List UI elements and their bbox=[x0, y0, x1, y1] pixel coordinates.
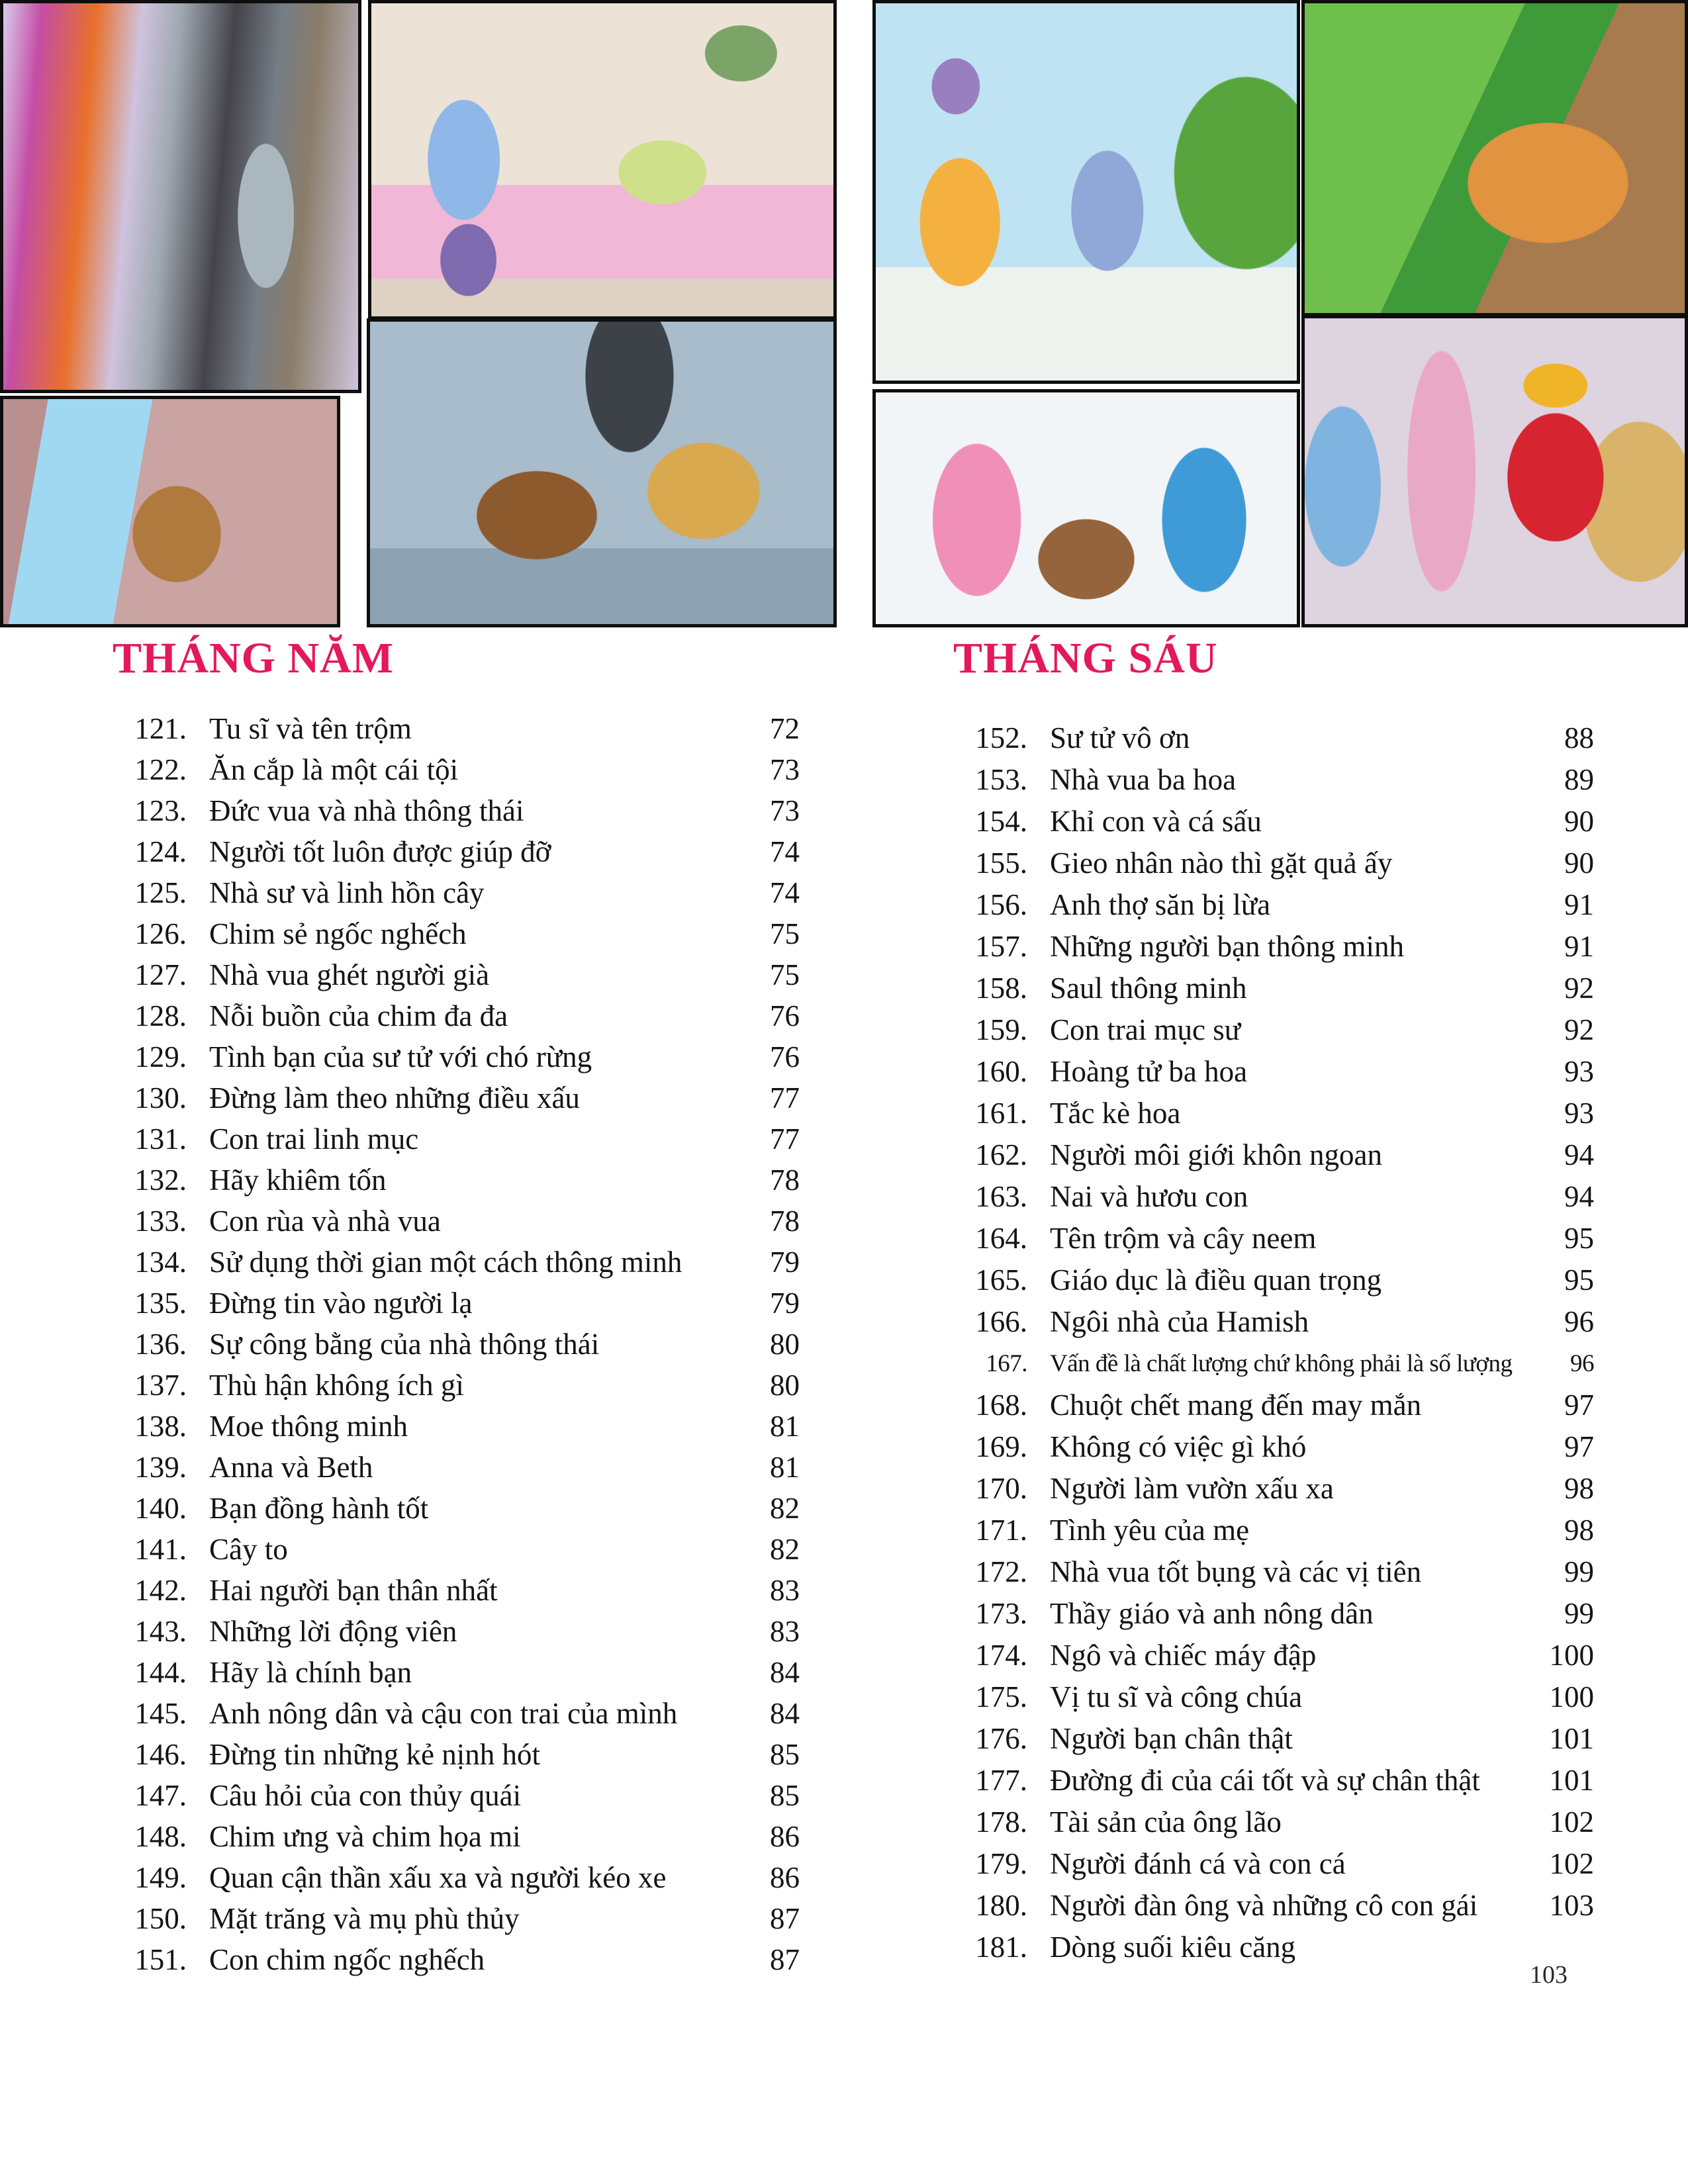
toc-entry bbox=[953, 1843, 1594, 1885]
toc-entry bbox=[113, 1077, 800, 1118]
entry-number: 130. bbox=[134, 1081, 187, 1115]
entry-number: 146. bbox=[134, 1738, 187, 1771]
entry-page: 87 bbox=[770, 1943, 800, 1976]
entry-title: Câu hỏi của con thủy quái bbox=[209, 1779, 522, 1812]
entry-title: Người tốt luôn được giúp đỡ bbox=[209, 835, 551, 868]
entry-title: Anh thợ săn bị lừa bbox=[1050, 888, 1271, 921]
entry-number: 136. bbox=[134, 1328, 187, 1361]
entry-title: Thù hận không ích gì bbox=[209, 1369, 464, 1402]
entry-number: 166. bbox=[975, 1305, 1027, 1338]
entry-number: 151. bbox=[134, 1943, 187, 1976]
section-title-may: THÁNG NĂM bbox=[113, 634, 395, 682]
entry-title: Gieo nhân nào thì gặt quả ấy bbox=[1050, 846, 1393, 880]
entry-page: 90 bbox=[1564, 805, 1594, 838]
entry-number: 122. bbox=[134, 753, 187, 786]
entry-number: 160. bbox=[975, 1055, 1027, 1088]
toc-entry bbox=[113, 749, 800, 790]
entry-number: 141. bbox=[134, 1533, 187, 1566]
entry-title: Cây to bbox=[209, 1533, 288, 1566]
entry-number: 150. bbox=[134, 1902, 187, 1935]
toc-entry bbox=[113, 1816, 800, 1857]
entry-title: Bạn đồng hành tốt bbox=[209, 1492, 429, 1525]
toc-entry bbox=[113, 1283, 800, 1324]
page-number: 103 bbox=[1530, 1961, 1568, 1989]
toc-entry bbox=[953, 1927, 1594, 1968]
entry-title: Nai và hươu con bbox=[1050, 1180, 1248, 1213]
entry-title: Con trai linh mục bbox=[209, 1122, 419, 1156]
entry-page: 74 bbox=[770, 835, 800, 868]
entry-title: Người bạn chân thật bbox=[1050, 1722, 1293, 1755]
entry-page: 101 bbox=[1549, 1722, 1594, 1755]
entry-title: Sự công bằng của nhà thông thái bbox=[209, 1328, 600, 1361]
toc-entry bbox=[113, 1857, 800, 1898]
entry-number: 152. bbox=[975, 721, 1027, 754]
entry-number: 172. bbox=[975, 1555, 1027, 1588]
entry-title: Vấn đề là chất lượng chứ không phải là số lượng bbox=[1050, 1350, 1513, 1377]
toc-entry bbox=[953, 1426, 1594, 1468]
entry-page: 81 bbox=[770, 1410, 800, 1443]
entry-title: Những lời động viên bbox=[209, 1615, 457, 1648]
entry-title: Mặt trăng và mụ phù thủy bbox=[209, 1902, 520, 1935]
entry-page: 100 bbox=[1549, 1680, 1594, 1713]
entry-number: 157. bbox=[975, 930, 1027, 963]
toc-entry bbox=[113, 1529, 800, 1570]
toc-entry bbox=[113, 872, 800, 913]
entry-title: Hoàng tử ba hoa bbox=[1050, 1055, 1248, 1088]
entry-title: Người đánh cá và con cá bbox=[1050, 1847, 1346, 1880]
entry-number: 158. bbox=[975, 972, 1027, 1005]
entry-page: 100 bbox=[1549, 1639, 1594, 1672]
toc-entry bbox=[113, 1611, 800, 1652]
entry-title: Hai người bạn thân nhất bbox=[209, 1574, 498, 1607]
toc-entry bbox=[953, 1718, 1594, 1760]
entry-title: Tên trộm và cây neem bbox=[1050, 1222, 1317, 1255]
section-title-june: THÁNG SÁU bbox=[953, 634, 1218, 682]
entry-number: 161. bbox=[975, 1097, 1027, 1130]
toc-entry bbox=[953, 1801, 1594, 1843]
entry-title: Nỗi buồn của chim đa đa bbox=[209, 999, 508, 1032]
entry-number: 124. bbox=[134, 835, 187, 868]
entry-title: Khỉ con và cá sấu bbox=[1050, 805, 1262, 838]
entry-number: 131. bbox=[134, 1122, 187, 1156]
entry-number: 142. bbox=[134, 1574, 187, 1607]
entry-page: 102 bbox=[1549, 1847, 1594, 1880]
entry-number: 121. bbox=[134, 712, 187, 745]
toc-entry bbox=[953, 926, 1594, 968]
entry-page: 82 bbox=[770, 1492, 800, 1525]
entry-page: 73 bbox=[770, 794, 800, 827]
toc-entry bbox=[953, 801, 1594, 842]
toc-list-may bbox=[113, 708, 800, 1980]
toc-entry bbox=[953, 884, 1594, 926]
entry-number: 171. bbox=[975, 1514, 1027, 1547]
entry-number: 145. bbox=[134, 1697, 187, 1730]
entry-number: 128. bbox=[134, 999, 187, 1032]
entry-title: Chim sẻ ngốc nghếch bbox=[209, 917, 467, 950]
entry-number: 149. bbox=[134, 1861, 187, 1894]
toc-entry bbox=[953, 1301, 1594, 1343]
illustration-old-man-on-bed-image bbox=[368, 0, 837, 320]
entry-title: Chim ưng và chim họa mi bbox=[209, 1820, 521, 1853]
illustration-horse-stable-image bbox=[0, 396, 340, 627]
toc-entry bbox=[113, 1570, 800, 1611]
entry-number: 123. bbox=[134, 794, 187, 827]
entry-number: 147. bbox=[134, 1779, 187, 1812]
entry-number: 178. bbox=[975, 1805, 1027, 1839]
toc-entry bbox=[953, 1093, 1594, 1134]
entry-number: 137. bbox=[134, 1369, 187, 1402]
entry-number: 144. bbox=[134, 1656, 187, 1689]
toc-entry bbox=[113, 1118, 800, 1160]
toc-entry bbox=[953, 1551, 1594, 1593]
entry-page: 103 bbox=[1549, 1889, 1594, 1922]
entry-number: 129. bbox=[134, 1040, 187, 1073]
entry-title: Saul thông minh bbox=[1050, 972, 1247, 1005]
entry-title: Người làm vườn xấu xa bbox=[1050, 1472, 1334, 1505]
entry-title: Người môi giới khôn ngoan bbox=[1050, 1138, 1382, 1171]
toc-entry bbox=[953, 1176, 1594, 1218]
toc-entry bbox=[113, 1324, 800, 1365]
entry-page: 95 bbox=[1564, 1263, 1594, 1297]
entry-number: 176. bbox=[975, 1722, 1027, 1755]
entry-number: 153. bbox=[975, 763, 1027, 796]
entry-page: 72 bbox=[770, 712, 800, 745]
toc-entry bbox=[113, 954, 800, 995]
toc-entry bbox=[953, 1510, 1594, 1551]
entry-page: 98 bbox=[1564, 1472, 1594, 1505]
entry-title: Moe thông minh bbox=[209, 1410, 408, 1443]
illustration-bull-bear-image bbox=[367, 318, 837, 627]
entry-title: Người đàn ông và những cô con gái bbox=[1050, 1889, 1478, 1922]
entry-title: Đừng tin vào người lạ bbox=[209, 1287, 473, 1320]
entry-page: 99 bbox=[1564, 1597, 1594, 1630]
entry-page: 76 bbox=[770, 1040, 800, 1073]
toc-entry bbox=[113, 1898, 800, 1939]
entry-page: 76 bbox=[770, 999, 800, 1032]
entry-title: Vị tu sĩ và công chúa bbox=[1050, 1680, 1303, 1713]
toc-entry bbox=[113, 1652, 800, 1693]
entry-number: 143. bbox=[134, 1615, 187, 1648]
entry-title: Con chim ngốc nghếch bbox=[209, 1943, 485, 1976]
entry-title: Tài sản của ông lão bbox=[1050, 1805, 1282, 1839]
toc-entry bbox=[953, 1385, 1594, 1426]
entry-title: Sử dụng thời gian một cách thông minh bbox=[209, 1246, 682, 1279]
entry-page: 91 bbox=[1564, 930, 1594, 963]
entry-number: 177. bbox=[975, 1764, 1027, 1797]
toc-entry bbox=[113, 913, 800, 954]
entry-page: 78 bbox=[770, 1205, 800, 1238]
toc-entry bbox=[953, 1593, 1594, 1635]
entry-page: 80 bbox=[770, 1369, 800, 1402]
toc-entry bbox=[953, 1134, 1594, 1176]
entry-number: 163. bbox=[975, 1180, 1027, 1213]
entry-page: 92 bbox=[1564, 972, 1594, 1005]
toc-column-june bbox=[953, 630, 1594, 1968]
entry-title: Chuột chết mang đến may mắn bbox=[1050, 1388, 1422, 1422]
entry-title: Nhà vua tốt bụng và các vị tiên bbox=[1050, 1555, 1422, 1588]
entry-number: 127. bbox=[134, 958, 187, 991]
toc-entry bbox=[953, 968, 1594, 1009]
entry-page: 96 bbox=[1570, 1350, 1594, 1377]
entry-page: 82 bbox=[770, 1533, 800, 1566]
entry-title: Những người bạn thông minh bbox=[1050, 930, 1405, 963]
entry-number: 135. bbox=[134, 1287, 187, 1320]
entry-number: 175. bbox=[975, 1680, 1027, 1713]
entry-page: 79 bbox=[770, 1287, 800, 1320]
toc-entry bbox=[953, 1885, 1594, 1927]
toc-entry bbox=[113, 1734, 800, 1775]
toc-entry bbox=[953, 1635, 1594, 1676]
entry-page: 86 bbox=[770, 1820, 800, 1853]
entry-title: Tình bạn của sư tử với chó rừng bbox=[209, 1040, 592, 1073]
entry-page: 95 bbox=[1564, 1222, 1594, 1255]
toc-entry bbox=[113, 995, 800, 1036]
toc-entry bbox=[953, 717, 1594, 759]
toc-entry bbox=[113, 1447, 800, 1488]
toc-entry bbox=[113, 1488, 800, 1529]
entry-title: Hãy là chính bạn bbox=[209, 1656, 412, 1689]
entry-page: 94 bbox=[1564, 1138, 1594, 1171]
entry-page: 75 bbox=[770, 958, 800, 991]
entry-number: 139. bbox=[134, 1451, 187, 1484]
entry-title: Đức vua và nhà thông thái bbox=[209, 794, 524, 827]
entry-title: Nhà sư và linh hồn cây bbox=[209, 876, 485, 909]
entry-number: 179. bbox=[975, 1847, 1027, 1880]
entry-title: Tu sĩ và tên trộm bbox=[209, 712, 412, 745]
entry-number: 125. bbox=[134, 876, 187, 909]
entry-title: Giáo dục là điều quan trọng bbox=[1050, 1263, 1382, 1297]
toc-entry bbox=[953, 842, 1594, 884]
entry-title: Đừng làm theo những điều xấu bbox=[209, 1081, 580, 1115]
entry-page: 89 bbox=[1564, 763, 1594, 796]
entry-number: 174. bbox=[975, 1639, 1027, 1672]
toc-entry bbox=[113, 1242, 800, 1283]
entry-number: 173. bbox=[975, 1597, 1027, 1630]
toc-entry bbox=[953, 1051, 1594, 1093]
entry-page: 98 bbox=[1564, 1514, 1594, 1547]
entry-page: 86 bbox=[770, 1861, 800, 1894]
toc-entry bbox=[113, 1365, 800, 1406]
entry-title: Tắc kè hoa bbox=[1050, 1097, 1181, 1130]
entry-number: 154. bbox=[975, 805, 1027, 838]
entry-number: 126. bbox=[134, 917, 187, 950]
toc-entry bbox=[113, 708, 800, 749]
toc-entry bbox=[113, 1036, 800, 1077]
toc-entry bbox=[113, 1693, 800, 1734]
entry-number: 159. bbox=[975, 1013, 1027, 1046]
entry-title: Đường đi của cái tốt và sự chân thật bbox=[1050, 1764, 1480, 1797]
entry-number: 156. bbox=[975, 888, 1027, 921]
entry-page: 85 bbox=[770, 1738, 800, 1771]
entry-page: 92 bbox=[1564, 1013, 1594, 1046]
entry-number: 170. bbox=[975, 1472, 1027, 1505]
toc-entry bbox=[113, 1939, 800, 1980]
toc-entry bbox=[953, 1009, 1594, 1051]
entry-page: 83 bbox=[770, 1615, 800, 1648]
entry-number: 168. bbox=[975, 1388, 1027, 1422]
toc-entry bbox=[953, 1218, 1594, 1259]
entry-page: 77 bbox=[770, 1081, 800, 1115]
entry-title: Sư tử vô ơn bbox=[1050, 721, 1190, 754]
toc-entry bbox=[113, 831, 800, 872]
entry-page: 96 bbox=[1564, 1305, 1594, 1338]
entry-title: Anna và Beth bbox=[209, 1451, 373, 1484]
entry-number: 140. bbox=[134, 1492, 187, 1525]
entry-title: Không có việc gì khó bbox=[1050, 1430, 1307, 1463]
entry-title: Thầy giáo và anh nông dân bbox=[1050, 1597, 1374, 1630]
entry-page: 93 bbox=[1564, 1097, 1594, 1130]
entry-page: 83 bbox=[770, 1574, 800, 1607]
toc-entry bbox=[113, 1201, 800, 1242]
entry-number: 167. bbox=[986, 1350, 1027, 1377]
entry-page: 91 bbox=[1564, 888, 1594, 921]
entry-page: 80 bbox=[770, 1328, 800, 1361]
illustration-collage bbox=[0, 0, 1688, 627]
entry-number: 162. bbox=[975, 1138, 1027, 1171]
entry-title: Con trai mục sư bbox=[1050, 1013, 1241, 1046]
toc-list-june bbox=[953, 708, 1594, 1968]
entry-page: 99 bbox=[1564, 1555, 1594, 1588]
entry-number: 133. bbox=[134, 1205, 187, 1238]
entry-page: 81 bbox=[770, 1451, 800, 1484]
entry-page: 77 bbox=[770, 1122, 800, 1156]
toc-entry bbox=[953, 1468, 1594, 1510]
entry-number: 138. bbox=[134, 1410, 187, 1443]
toc-column-may bbox=[113, 630, 800, 1980]
illustration-king-throne-image bbox=[1301, 315, 1688, 627]
entry-number: 180. bbox=[975, 1889, 1027, 1922]
entry-page: 74 bbox=[770, 876, 800, 909]
entry-number: 169. bbox=[975, 1430, 1027, 1463]
entry-title: Ngô và chiếc máy đập bbox=[1050, 1639, 1317, 1672]
toc-entry bbox=[113, 1406, 800, 1447]
entry-page: 97 bbox=[1564, 1388, 1594, 1422]
illustration-two-men-archway-image bbox=[0, 0, 361, 393]
entry-title: Anh nông dân và cậu con trai của mình bbox=[209, 1697, 678, 1730]
toc-entry bbox=[113, 790, 800, 831]
entry-title: Nhà vua ba hoa bbox=[1050, 763, 1237, 796]
entry-number: 165. bbox=[975, 1263, 1027, 1297]
toc-entry bbox=[953, 1343, 1594, 1385]
toc-entry bbox=[953, 1760, 1594, 1801]
illustration-woman-gift-image bbox=[872, 0, 1300, 384]
entry-title: Ăn cắp là một cái tội bbox=[209, 753, 459, 786]
entry-page: 78 bbox=[770, 1163, 800, 1197]
entry-title: Tình yêu của mẹ bbox=[1050, 1514, 1250, 1547]
entry-page: 84 bbox=[770, 1697, 800, 1730]
entry-title: Con rùa và nhà vua bbox=[209, 1205, 441, 1238]
entry-page: 79 bbox=[770, 1246, 800, 1279]
entry-number: 155. bbox=[975, 846, 1027, 880]
entry-title: Đừng tin những kẻ nịnh hót bbox=[209, 1738, 541, 1771]
entry-title: Nhà vua ghét người già bbox=[209, 958, 490, 991]
toc-entry bbox=[113, 1160, 800, 1201]
entry-title: Ngôi nhà của Hamish bbox=[1050, 1305, 1309, 1338]
toc-entry bbox=[113, 1775, 800, 1816]
entry-page: 85 bbox=[770, 1779, 800, 1812]
entry-page: 84 bbox=[770, 1656, 800, 1689]
entry-page: 90 bbox=[1564, 846, 1594, 880]
entry-number: 164. bbox=[975, 1222, 1027, 1255]
entry-page: 75 bbox=[770, 917, 800, 950]
entry-number: 132. bbox=[134, 1163, 187, 1197]
entry-title: Dòng suối kiêu căng bbox=[1050, 1931, 1296, 1964]
entry-page: 73 bbox=[770, 753, 800, 786]
toc-entry bbox=[953, 1259, 1594, 1301]
entry-number: 134. bbox=[134, 1246, 187, 1279]
entry-page: 93 bbox=[1564, 1055, 1594, 1088]
entry-page: 88 bbox=[1564, 721, 1594, 754]
entry-page: 94 bbox=[1564, 1180, 1594, 1213]
entry-number: 148. bbox=[134, 1820, 187, 1853]
toc-entry bbox=[953, 1676, 1594, 1718]
entry-page: 102 bbox=[1549, 1805, 1594, 1839]
toc-entry bbox=[953, 759, 1594, 801]
entry-number: 181. bbox=[975, 1931, 1027, 1964]
entry-title: Quan cận thần xấu xa và người kéo xe bbox=[209, 1861, 667, 1894]
illustration-princess-old-woman-image bbox=[872, 389, 1300, 627]
entry-page: 87 bbox=[770, 1902, 800, 1935]
illustration-wolf-image bbox=[1301, 0, 1688, 316]
entry-page: 101 bbox=[1549, 1764, 1594, 1797]
entry-title: Hãy khiêm tốn bbox=[209, 1163, 387, 1197]
entry-page: 97 bbox=[1564, 1430, 1594, 1463]
